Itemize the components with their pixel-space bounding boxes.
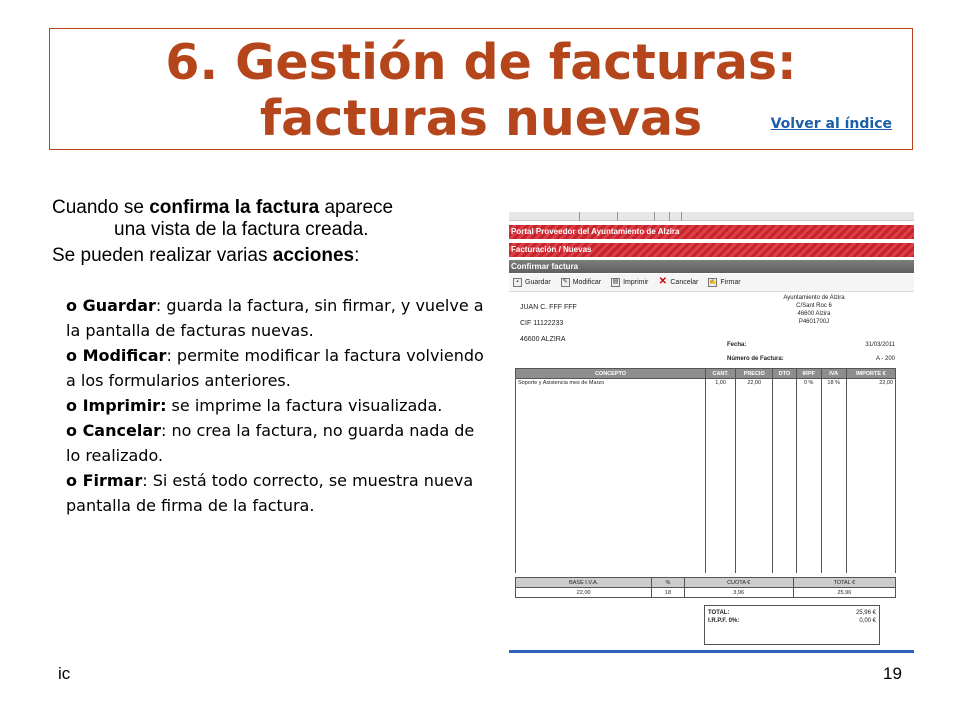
close-icon: ✕ xyxy=(658,276,668,287)
sign-label: Firmar xyxy=(720,279,741,286)
footer-left: ic xyxy=(58,664,71,683)
section-header: Confirmar factura xyxy=(509,260,914,273)
action-text: : no crea la factura, no guarda nada de lo realizado. xyxy=(66,421,475,465)
invoice-screenshot xyxy=(509,212,914,654)
sender-block xyxy=(520,300,577,348)
col-importe: IMPORTE € xyxy=(846,369,895,379)
table-row xyxy=(516,379,896,573)
totals-header-row xyxy=(516,578,896,588)
sign-icon: ✍ xyxy=(709,279,717,285)
bottom-rule xyxy=(509,650,914,653)
recipient-block xyxy=(759,294,869,326)
action-imprimir xyxy=(66,393,486,418)
action-firmar xyxy=(66,468,486,518)
intro-p1-d: una vista de la factura creada. xyxy=(114,219,369,240)
print-icon: ▤ xyxy=(612,279,619,285)
back-to-index-link[interactable]: Volver al índice xyxy=(770,116,892,132)
recipient-name: Ayuntamiento de Alzira xyxy=(783,295,845,301)
date-value: 31/03/2011 xyxy=(865,342,895,348)
irpf-label: I.R.P.F. 0%: xyxy=(708,618,740,624)
title-line-1: 6. Gestión de facturas: xyxy=(165,34,797,91)
col-precio: PRECIO xyxy=(736,369,773,379)
action-text: : Si está todo correcto, se muestra nueva pantalla de firma de la factura. xyxy=(66,471,474,515)
action-label: o Cancelar xyxy=(66,421,161,440)
edit-button[interactable] xyxy=(561,278,601,287)
recipient-city: 46600 Alzira xyxy=(797,311,831,317)
action-label: o Firmar xyxy=(66,471,143,490)
action-text: : guarda la factura, sin firmar, y vuelve a la pantalla de facturas nuevas. xyxy=(66,296,484,340)
invoice-number-value: A - 200 xyxy=(875,356,895,362)
cell-pct: 18 xyxy=(652,588,684,598)
title-box xyxy=(49,28,913,150)
col-dto: DTO xyxy=(773,369,796,379)
cancel-button[interactable] xyxy=(658,278,698,287)
action-text: se imprime la factura visualizada. xyxy=(166,396,443,415)
intro-p2-a: Se pueden realizar varias xyxy=(52,245,273,266)
browser-tab-strip xyxy=(509,212,914,221)
action-modificar xyxy=(66,343,486,393)
recipient-nif: P4601700J xyxy=(798,319,830,325)
cell-dto xyxy=(773,379,796,573)
edit-icon: ✎ xyxy=(562,279,568,285)
cell-concepto: Soporte y Asistencia mes de Marzo xyxy=(516,379,706,573)
print-label: Imprimir xyxy=(623,279,649,286)
sign-button[interactable] xyxy=(708,278,740,287)
breadcrumb: Facturación / Nuevas xyxy=(509,243,914,257)
intro-p1-a: Cuando se xyxy=(52,197,150,218)
cell-importe: 22,00 xyxy=(846,379,895,573)
totals-row xyxy=(516,588,896,598)
action-text: : permite modificar la factura volviendo a los formularios anteriores. xyxy=(66,346,484,390)
cell-base: 22,00 xyxy=(516,588,652,598)
page-number: 19 xyxy=(883,664,902,683)
invoice-paper xyxy=(509,292,914,652)
intro-p1-bold: confirma la factura xyxy=(149,197,320,218)
table-header-row xyxy=(516,369,896,379)
col-base-iva: BASE I.V.A. xyxy=(516,578,652,588)
col-pct: % xyxy=(652,578,684,588)
action-label: o Modificar xyxy=(66,346,167,365)
cell-precio: 22,00 xyxy=(736,379,773,573)
portal-header: Portal Proveedor del Ayuntamiento de Alzira xyxy=(509,225,914,239)
intro-paragraph-2 xyxy=(52,245,492,267)
cell-irpf: 0 % xyxy=(796,379,821,573)
save-button[interactable] xyxy=(513,278,551,287)
col-iva: IVA xyxy=(821,369,846,379)
total-label: TOTAL: xyxy=(708,610,730,616)
col-concepto: CONCEPTO xyxy=(516,369,706,379)
edit-label: Modificar xyxy=(572,279,602,286)
save-icon: ▪ xyxy=(513,278,522,287)
cell-iva: 18 % xyxy=(821,379,846,573)
print-button[interactable] xyxy=(611,278,648,287)
invoice-number-label: Número de Factura: xyxy=(727,356,784,362)
col-cuota: CUOTA € xyxy=(684,578,793,588)
sender-city: 46600 ALZIRA xyxy=(520,336,566,343)
cell-cuota: 3,96 xyxy=(684,588,793,598)
invoice-meta xyxy=(727,338,895,366)
recipient-street: C/Sant Roc 6 xyxy=(796,303,832,309)
action-cancelar xyxy=(66,418,486,468)
col-total: TOTAL € xyxy=(793,578,895,588)
save-label: Guardar xyxy=(525,279,551,286)
title-line-2: facturas nuevas xyxy=(259,90,703,147)
actions-list xyxy=(66,293,486,518)
summary-box xyxy=(704,605,880,645)
action-label: o Guardar xyxy=(66,296,156,315)
irpf-value: 0,00 € xyxy=(859,618,876,624)
sender-name: JUAN C. FFF FFF xyxy=(520,304,577,311)
action-label: o Imprimir: xyxy=(66,396,167,415)
total-value: 25,96 € xyxy=(855,610,876,616)
intro-p2-bold: acciones xyxy=(272,245,355,266)
intro-paragraph-1 xyxy=(52,197,492,241)
date-label: Fecha: xyxy=(727,342,747,348)
tax-totals-table xyxy=(515,577,896,598)
cell-cant: 1,00 xyxy=(706,379,736,573)
sender-cif: CIF 11122233 xyxy=(520,320,564,327)
intro-p2-c: : xyxy=(354,245,360,266)
cell-total: 25,96 xyxy=(793,588,895,598)
invoice-lines-table xyxy=(515,368,896,573)
col-cant: CANT. xyxy=(706,369,736,379)
invoice-toolbar xyxy=(509,274,914,292)
intro-p1-c: aparece xyxy=(319,197,394,218)
intro-text xyxy=(52,197,492,271)
col-irpf: IRPF xyxy=(796,369,821,379)
action-guardar xyxy=(66,293,486,343)
cancel-label: Cancelar xyxy=(670,279,699,286)
